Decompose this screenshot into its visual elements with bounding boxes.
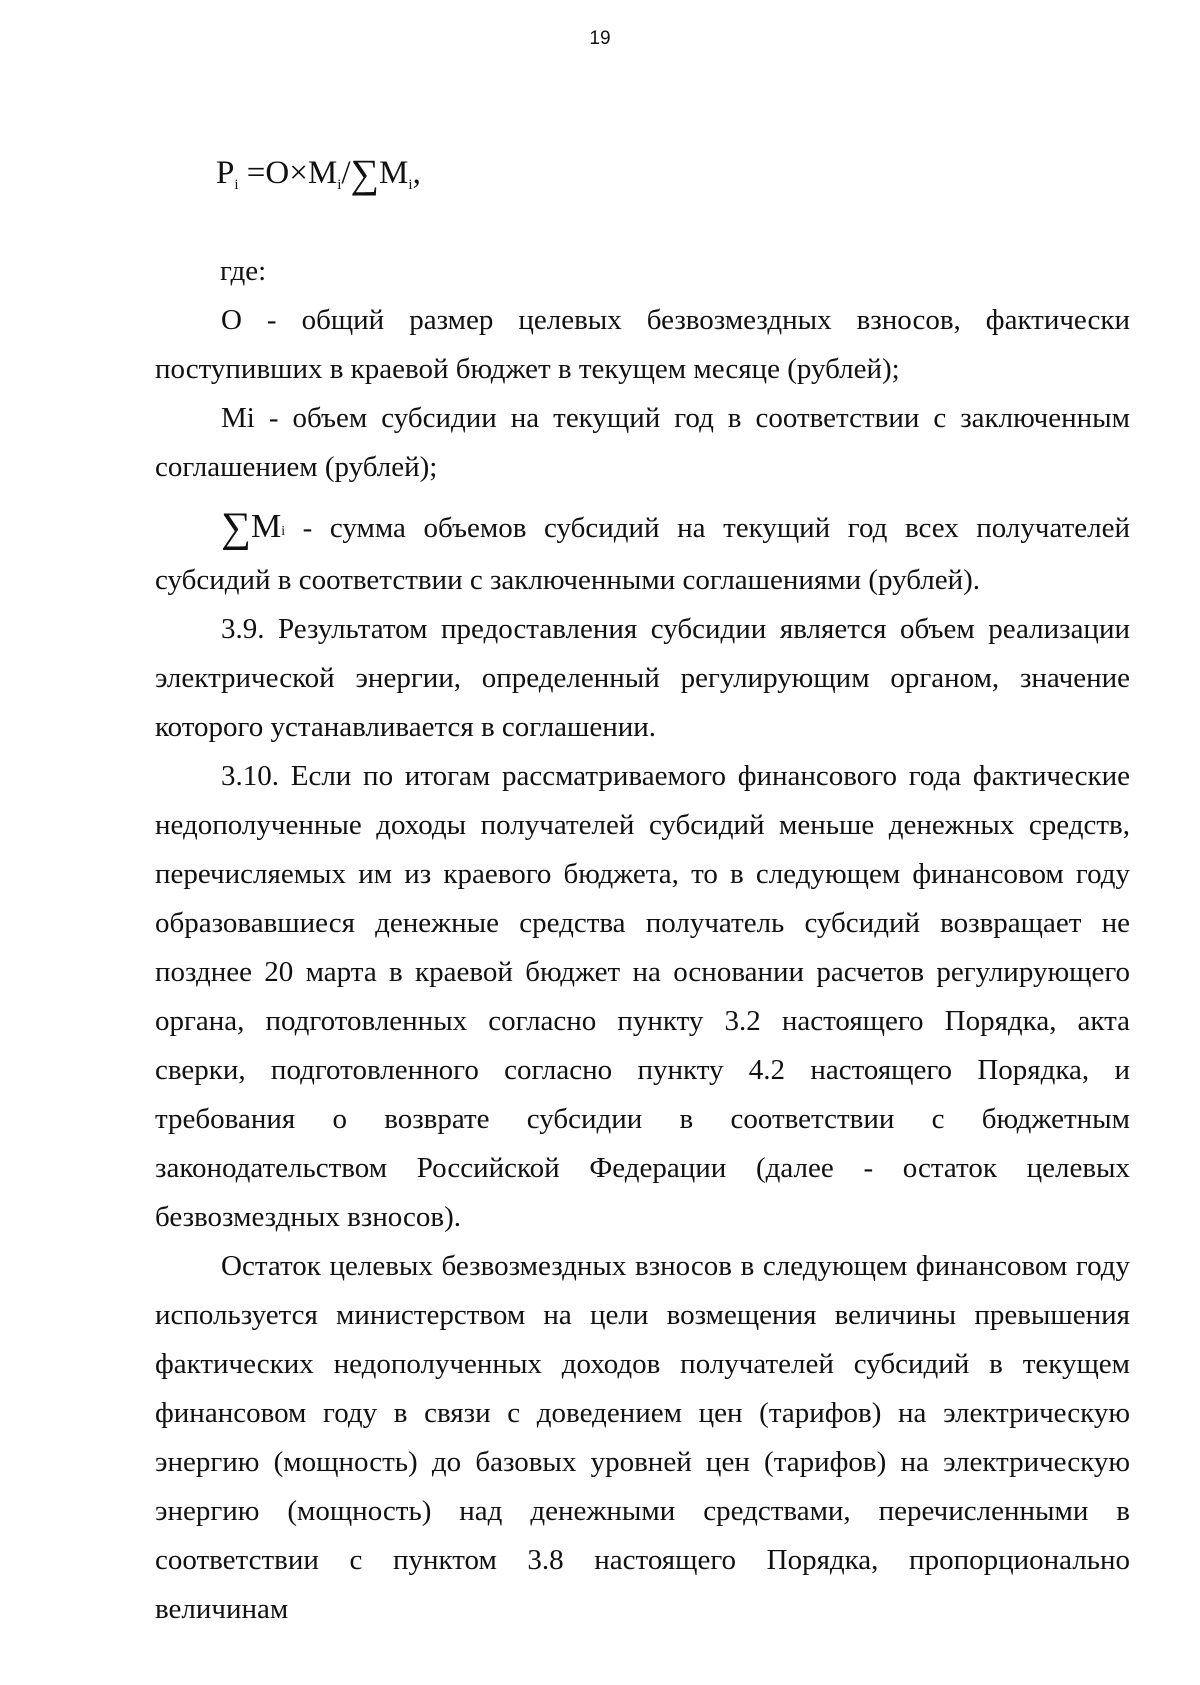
formula-m2-subscript: i bbox=[408, 177, 413, 193]
formula-o-times-m: =O×M bbox=[238, 155, 338, 191]
formula-comma: , bbox=[412, 155, 421, 191]
formula-m2: M bbox=[379, 155, 409, 191]
remainder-paragraph: Остаток целевых безвозмездных взносов в следующем финансовом году используется министерством на цели возмещения величины превышения фактических недополученных доходов получателей субсидий в текущем финансовом году в связи с доведением цен (тарифов) на электрическую энергию (мощность) до базовых уровней цен (тарифов) на электрическую энергию (мощность) над денежными средствами, перечисленными в соответствии с пунктом 3.8 настоящего Порядка, пропорционально величинам bbox=[155, 1250, 1130, 1625]
sum-m-subscript: i bbox=[281, 524, 286, 539]
subsidy-formula bbox=[216, 150, 421, 197]
formula-p: P bbox=[216, 155, 235, 191]
formula-slash: / bbox=[341, 155, 351, 191]
formula-p-subscript: i bbox=[234, 177, 239, 193]
sum-mi-symbol bbox=[221, 505, 286, 551]
sum-mi-text: - сумма объемов субсидий на текущий год всех получателей субсидий в соответствии с заключенными соглашениями (рублей). bbox=[155, 512, 1130, 596]
document-body bbox=[155, 296, 1130, 1634]
mi-definition: Mi - объем субсидии на текущий год в соответствии с заключенным соглашением (рублей); bbox=[155, 402, 1130, 483]
o-definition: О - общий размер целевых безвозмездных взносов, фактически поступивших в краевой бюджет в текущем месяце (рублей); bbox=[155, 304, 1130, 385]
sum-mi-definition bbox=[155, 502, 1130, 605]
paragraph-3-10: 3.10. Если по итогам рассматриваемого финансового года фактические недополученные доходы получателей субсидий меньше денежных средств, перечисляемых им из краевого бюджета, то в следующем финансовом году образовавшиеся денежные средства получатель субсидий возвращает не позднее 20 марта в краевой бюджет на основании расчетов регулирующего органа, подготовленных согласно пункту 3.2 настоящего Порядка, акта сверки, подготовленного согласно пункту 4.2 настоящего Порядка, и требования о возврате субсидии в соответствии с бюджетным законодательством Российской Федерации (далее - остаток целевых безвозмездных взносов). bbox=[155, 760, 1130, 1233]
formula-m-subscript: i bbox=[337, 177, 342, 193]
page-number: 19 bbox=[589, 28, 611, 49]
sum-m: M bbox=[250, 508, 282, 545]
sigma-symbol: ∑ bbox=[350, 151, 380, 196]
paragraph-3-9: 3.9. Результатом предоставления субсидии является объем реализации электрической энергии, определенный регулирующим органом, значение которого устанавливается в соглашении. bbox=[155, 613, 1130, 743]
where-label: где: bbox=[220, 255, 267, 287]
sigma-symbol: ∑ bbox=[221, 505, 251, 551]
